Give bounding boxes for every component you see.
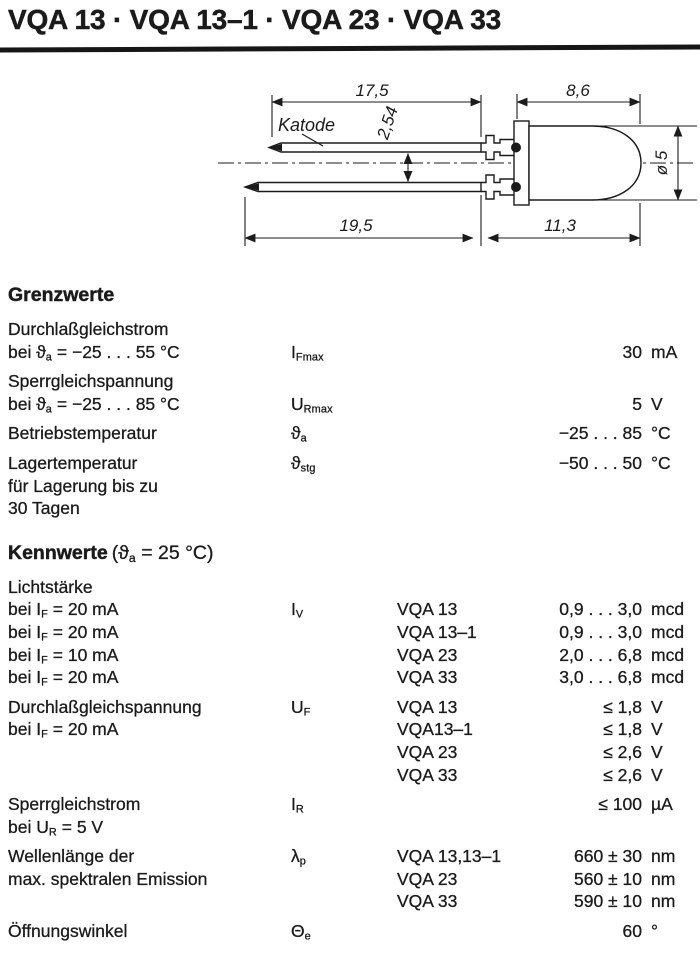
spec-cell-device [397,370,525,393]
spec-cell-value: 560 ± 10 [574,868,642,889]
dim-label-17-5: 17,5 [355,81,389,100]
spec-row [8,816,688,839]
spec-section [8,283,688,520]
spec-cell-device [397,816,525,839]
spec-block [8,920,688,943]
spec-row [8,370,688,393]
spec-cell-device: VQA 33 [397,764,458,785]
spec-cell-label: max. spektralen Emission [8,868,208,889]
spec-cell-value: 0,9 . . . 3,0 [559,599,642,620]
page-title: VQA 13 · VQA 13–1 · VQA 23 · VQA 33 [8,4,502,35]
spec-cell-label: Betriebstemperatur [8,423,157,444]
spec-cell-symbol [291,475,397,498]
led-dimension-drawing [0,75,700,275]
spec-cell-symbol: $I_R$ [291,794,304,816]
spec-cell-symbol [291,497,397,520]
cathode-label: Katode [278,115,336,135]
spec-cell-unit: V [651,393,663,414]
spec-row [8,920,688,943]
spec-row [8,696,688,719]
spec-cell-unit: V [651,764,663,785]
spec-cell-symbol [291,718,397,741]
spec-cell-symbol [291,666,397,689]
spec-cell-unit [642,576,688,599]
anode-lead [245,183,481,192]
spec-cell-value: ≤ 2,6 [603,764,642,785]
spec-cell-device: VQA 23 [397,868,458,889]
lower-pin-weld-dot [511,182,521,192]
spec-cell-symbol [291,816,397,839]
spec-block [8,793,688,838]
spec-cell-symbol: $U_F$ [291,696,311,719]
spec-cell-device: VQA 13–1 [397,621,477,642]
spec-row [8,890,688,913]
spec-cell-symbol [291,741,397,764]
spec-cell-unit: V [651,696,663,717]
spec-cell-symbol [291,644,397,667]
spec-row [8,422,688,445]
spec-cell-device [397,318,525,341]
spec-cell-value [525,816,642,839]
spec-cell-unit: °C [651,452,671,473]
section-heading-text: Grenzwerte [8,284,115,306]
spec-cell-unit: nm [651,846,676,867]
spec-cell-unit: nm [651,868,676,889]
spec-cell-device [397,576,525,599]
spec-row [8,845,688,868]
spec-cell-device [397,422,525,445]
spec-cell-value: 60 [622,921,642,942]
spec-cell-value: 660 ± 30 [574,846,642,867]
spec-row [8,497,688,520]
spec-cell-device [397,475,525,498]
spec-cell-unit: µA [651,794,673,815]
spec-block [8,452,688,520]
spec-cell-unit: nm [651,891,676,912]
title-rule [0,44,700,52]
spec-row [8,644,688,667]
spec-row [8,598,688,621]
spec-block [8,696,688,786]
led-body [529,126,641,200]
spec-cell-symbol [291,764,397,787]
section-heading [8,283,688,307]
cathode-lead [269,143,481,152]
spec-cell-device: VQA 13 [397,599,458,620]
spec-row [8,666,688,689]
spec-cell-label: bei $U_R = 5$ V [8,816,104,839]
dim-label-8-6: 8,6 [566,81,590,100]
spec-row [8,393,688,416]
spec-cell-symbol [291,318,397,341]
spec-cell-value: 0,9 . . . 3,0 [559,621,642,642]
lower-pin-step-bottom [481,192,514,200]
spec-cell-value [525,318,642,341]
spec-row [8,793,688,816]
spec-cell-symbol [291,890,397,913]
spec-cell-value: ≤ 1,8 [603,696,642,717]
upper-pin-step-bottom [481,152,514,160]
spec-cell-device [397,793,525,816]
spec-cell-label [8,890,291,913]
spec-cell-symbol: $\Theta_e$ [291,921,311,943]
spec-row [8,318,688,341]
spec-row [8,341,688,364]
spec-cell-symbol: $U_{Rmax}$ [291,393,333,416]
dim-label-19-5: 19,5 [339,216,373,235]
spec-cell-label: bei $I_F = 20$ mA [8,719,119,742]
spec-block [8,318,688,363]
spec-cell-symbol: $I_V$ [291,599,304,622]
spec-cell-label [8,741,291,764]
spec-cell-value: 3,0 . . . 6,8 [559,667,642,688]
spec-cell-unit [642,475,688,498]
spec-cell-symbol: $I_{Fmax}$ [291,341,324,364]
spec-cell-unit: V [651,741,663,762]
spec-block [8,422,688,445]
section-heading [8,541,688,565]
spec-cell-unit: mcd [651,644,685,665]
spec-cell-label: für Lagerung bis zu [8,475,158,496]
section-heading-note: ($ϑ_a = 25$ °C) [111,541,214,565]
spec-cell-symbol [291,370,397,393]
spec-cell-label: Sperrgleichstrom [8,794,141,815]
spec-cell-unit [642,816,688,839]
spec-cell-unit: mcd [651,621,685,642]
spec-cell-device: VQA 23 [397,741,458,762]
spec-block [8,370,688,415]
spec-cell-device: VQA 23 [397,644,458,665]
spec-cell-value: −50 . . . 50 [558,452,642,473]
spec-cell-label: Öffnungswinkel [8,921,128,942]
spec-cell-device: VQA 13,13–1 [397,846,502,867]
spec-cell-label: bei $ϑ_a = -25$ . . . 55 °C [8,341,180,364]
spec-row [8,452,688,475]
spec-cell-unit: V [651,719,663,740]
spec-cell-device: VQA 13 [397,696,458,717]
section-heading-text: Kennwerte [8,541,108,564]
spec-cell-device [397,341,525,364]
upper-pin-step-top [481,136,514,144]
spec-cell-value: 2,0 . . . 6,8 [559,644,642,665]
spec-row [8,475,688,498]
spec-cell-unit: ° [651,921,658,942]
spec-row [8,764,688,787]
spec-cell-symbol: $\lambda_p$ [291,846,306,868]
spec-cell-value: 5 [632,393,642,414]
spec-cell-value: ≤ 100 [598,794,642,815]
spec-cell-symbol [291,621,397,644]
spec-cell-label: Wellenlänge der [8,846,135,867]
lower-pin-step-top [481,175,514,183]
spec-cell-label: bei $ϑ_a = -25$ . . . 85 °C [8,393,180,416]
spec-row [8,741,688,764]
spec-cell-label: Sperrgleichspannung [8,371,174,392]
spec-cell-unit [642,318,688,341]
dim-label-diameter: ø 5 [652,150,671,176]
dim-label-2-54: 2,54 [373,104,402,142]
spec-cell-label: bei $I_F = 20$ mA [8,667,119,689]
spec-cell-value: ≤ 2,6 [603,741,642,762]
spec-block [8,576,688,689]
spec-cell-symbol: $ϑ_{stg}$ [291,452,316,475]
spec-cell-label: bei $I_F = 10$ mA [8,644,119,667]
spec-cell-device: VQA 33 [397,667,458,688]
spec-cell-label: bei $I_F = 20$ mA [8,599,119,622]
spec-cell-value: 30 [622,341,642,362]
spec-row [8,718,688,741]
spec-cell-label: Lichtstärke [8,576,93,597]
spec-cell-label: 30 Tagen [8,498,80,519]
spec-cell-value: ≤ 1,8 [603,719,642,740]
dim-label-11-3: 11,3 [544,216,576,235]
spec-cell-device: VQA13–1 [397,719,473,740]
spec-cell-symbol [291,576,397,599]
spec-cell-symbol: $ϑ_a$ [291,423,307,446]
spec-cell-unit: mcd [651,599,685,620]
spec-cell-label [8,764,291,787]
spec-cell-value [525,475,642,498]
spec-cell-value [525,576,642,599]
spec-cell-symbol [291,868,397,891]
spec-cell-device [397,393,525,416]
spec-cell-value: 590 ± 10 [574,891,642,912]
spec-cell-value [525,370,642,393]
spec-table [8,283,688,964]
spec-cell-unit: mcd [651,667,685,688]
spec-cell-unit: °C [651,423,671,444]
spec-cell-unit [642,497,688,520]
spec-cell-unit: mA [651,341,678,362]
spec-cell-device [397,497,525,520]
spec-cell-value [525,497,642,520]
spec-cell-label: Durchlaßgleichspannung [8,696,202,717]
led-flange [514,121,529,205]
spec-cell-unit [642,370,688,393]
spec-cell-value: −25 . . . 85 [558,423,642,444]
spec-row [8,868,688,891]
spec-cell-label: bei $I_F = 20$ mA [8,621,119,644]
upper-pin-weld-dot [511,143,521,153]
spec-block [8,845,688,913]
spec-cell-device [397,920,525,943]
spec-cell-device: VQA 33 [397,891,458,912]
spec-section [8,541,688,943]
spec-cell-device [397,452,525,475]
spec-cell-label: Durchlaßgleichstrom [8,319,169,339]
spec-row [8,576,688,599]
spec-cell-label: Lagertemperatur [8,452,138,473]
spec-row [8,621,688,644]
